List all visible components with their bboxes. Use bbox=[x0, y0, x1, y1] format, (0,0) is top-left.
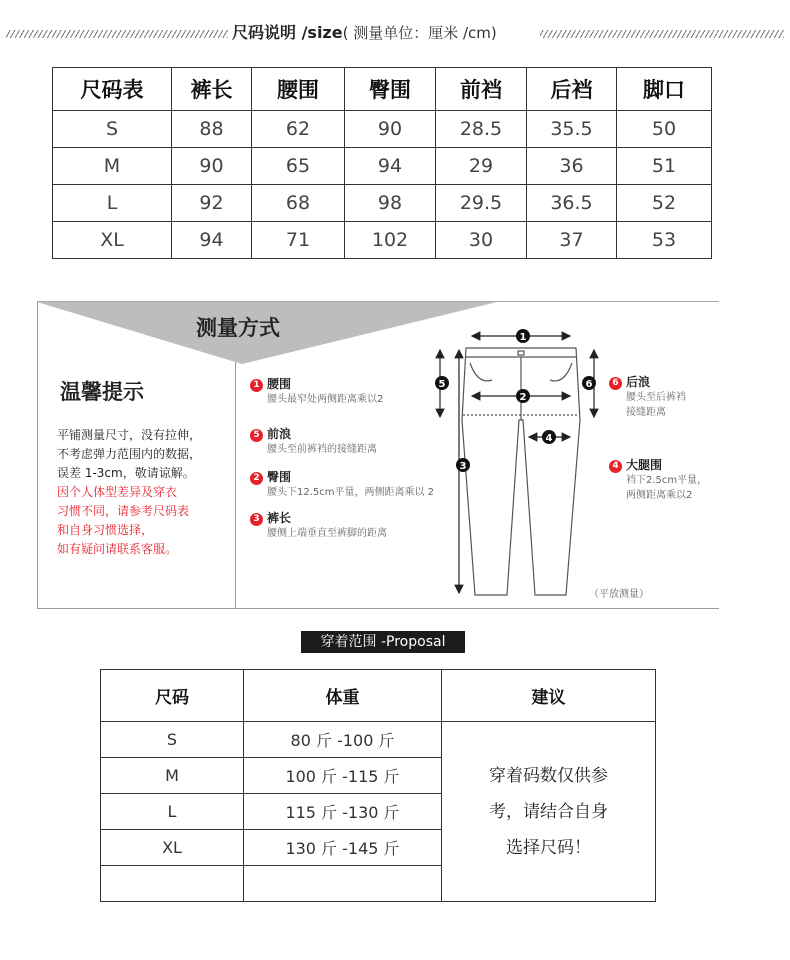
table-cell: 100 斤 -115 斤 bbox=[244, 758, 442, 794]
proposal-header bbox=[101, 670, 656, 722]
table-cell: 80 斤 -100 斤 bbox=[244, 722, 442, 758]
svg-text:2: 2 bbox=[519, 392, 527, 403]
table-cell: 50 bbox=[617, 111, 712, 148]
measure-title-banner bbox=[37, 302, 719, 372]
measure-item-front-rise bbox=[250, 427, 377, 457]
tip-line: 误差 1-3cm，敬请谅解。 bbox=[57, 466, 195, 480]
table-cell: 52 bbox=[617, 185, 712, 222]
header-cell: 尺码表 bbox=[53, 68, 172, 111]
table-row bbox=[53, 111, 712, 148]
advice-cell bbox=[442, 722, 656, 902]
table-cell: 102 bbox=[345, 222, 436, 259]
table-cell: S bbox=[53, 111, 172, 148]
svg-text:6: 6 bbox=[585, 379, 593, 390]
table-cell: 94 bbox=[345, 148, 436, 185]
badge-icon: 2 bbox=[250, 472, 263, 485]
table-cell: 30 bbox=[436, 222, 527, 259]
svg-text:5: 5 bbox=[438, 379, 446, 390]
size-table-header bbox=[53, 68, 712, 111]
flat-note: （平放测量） bbox=[589, 589, 649, 600]
advice-line: 穿着码数仅供参 bbox=[489, 765, 608, 786]
tip-line-red: 和自身习惯选择， bbox=[57, 523, 154, 537]
header-cell: 前裆 bbox=[436, 68, 527, 111]
header-cell: 裤长 bbox=[172, 68, 252, 111]
item-name: 裤长 bbox=[267, 511, 292, 525]
table-cell: 94 bbox=[172, 222, 252, 259]
header-cell: 体重 bbox=[244, 670, 442, 722]
svg-text:1: 1 bbox=[519, 332, 527, 343]
table-cell: 35.5 bbox=[527, 111, 617, 148]
table-cell: 88 bbox=[172, 111, 252, 148]
table-cell: 130 斤 -145 斤 bbox=[244, 830, 442, 866]
header-cell: 建议 bbox=[442, 670, 656, 722]
item-desc: 腰头下12.5cm平量，两侧距离乘以 2 bbox=[267, 487, 435, 498]
item-desc: 腰头至前裤裆的接缝距离 bbox=[267, 444, 377, 455]
item-name: 后浪 bbox=[626, 375, 651, 389]
table-cell: M bbox=[101, 758, 244, 794]
advice-line: 考，请结合自身 bbox=[489, 801, 608, 822]
measure-item-back-rise bbox=[609, 375, 686, 420]
table-cell bbox=[244, 866, 442, 902]
table-cell: 36.5 bbox=[527, 185, 617, 222]
table-row bbox=[101, 722, 656, 758]
badge-icon: 3 bbox=[250, 513, 263, 526]
tip-line: 不考虑弹力范围内的数据， bbox=[57, 447, 202, 461]
table-cell: 65 bbox=[252, 148, 345, 185]
item-desc: 腰头至后裤裆 bbox=[626, 392, 686, 403]
table-row bbox=[53, 185, 712, 222]
item-desc: 腰头最窄处两侧距离乘以2 bbox=[267, 394, 384, 405]
table-cell: XL bbox=[53, 222, 172, 259]
proposal-table bbox=[100, 669, 656, 902]
table-cell: 53 bbox=[617, 222, 712, 259]
badge-icon: 6 bbox=[609, 377, 622, 390]
item-desc: 裆下2.5cm平量， bbox=[626, 475, 708, 486]
table-cell: 36 bbox=[527, 148, 617, 185]
header-cell: 尺码 bbox=[101, 670, 244, 722]
table-cell: 71 bbox=[252, 222, 345, 259]
pants-diagram bbox=[430, 325, 610, 600]
header-cell: 后裆 bbox=[527, 68, 617, 111]
item-name: 大腿围 bbox=[626, 458, 663, 472]
measure-item-waist bbox=[250, 377, 383, 407]
table-cell: 29 bbox=[436, 148, 527, 185]
header-hatch-right bbox=[540, 30, 784, 38]
table-cell bbox=[101, 866, 244, 902]
proposal-title: 穿着范围 -Proposal bbox=[301, 631, 465, 653]
table-cell: 115 斤 -130 斤 bbox=[244, 794, 442, 830]
table-cell: 28.5 bbox=[436, 111, 527, 148]
item-desc: 两侧距离乘以2 bbox=[626, 490, 693, 501]
measure-title: 测量方式 bbox=[196, 316, 280, 340]
table-cell: 62 bbox=[252, 111, 345, 148]
measure-item-hip bbox=[250, 470, 434, 500]
table-cell: 98 bbox=[345, 185, 436, 222]
badge-icon: 1 bbox=[250, 379, 263, 392]
size-title-unit: ( 测量单位：厘米 /cm) bbox=[342, 24, 497, 42]
table-row bbox=[53, 222, 712, 259]
tip-line: 平铺测量尺寸，没有拉伸， bbox=[57, 428, 202, 442]
table-cell: S bbox=[101, 722, 244, 758]
item-name: 腰围 bbox=[267, 377, 292, 391]
badge-icon: 4 bbox=[609, 460, 622, 473]
table-cell: 90 bbox=[172, 148, 252, 185]
item-desc: 接缝距离 bbox=[626, 407, 666, 418]
tips-text bbox=[57, 426, 237, 559]
size-table bbox=[52, 67, 712, 259]
table-cell: 90 bbox=[345, 111, 436, 148]
tips-title: 温馨提示 bbox=[60, 380, 144, 404]
table-cell: 92 bbox=[172, 185, 252, 222]
table-cell: 51 bbox=[617, 148, 712, 185]
header-hatch-left bbox=[6, 30, 228, 38]
table-row bbox=[53, 148, 712, 185]
table-cell: XL bbox=[101, 830, 244, 866]
table-cell: 37 bbox=[527, 222, 617, 259]
header-cell: 脚口 bbox=[617, 68, 712, 111]
panel-bottom-border bbox=[37, 608, 719, 609]
table-cell: M bbox=[53, 148, 172, 185]
item-desc: 腰侧上端垂直至裤脚的距离 bbox=[267, 528, 387, 539]
item-name: 臀围 bbox=[267, 470, 292, 484]
header-cell: 臀围 bbox=[345, 68, 436, 111]
measure-item-length bbox=[250, 511, 387, 541]
badge-icon: 5 bbox=[250, 429, 263, 442]
table-cell: 29.5 bbox=[436, 185, 527, 222]
measure-item-thigh bbox=[609, 458, 707, 503]
size-title bbox=[232, 20, 532, 43]
advice-line: 选择尺码！ bbox=[506, 837, 591, 858]
svg-text:3: 3 bbox=[459, 461, 467, 472]
table-cell: 68 bbox=[252, 185, 345, 222]
tip-line-red: 习惯不同，请参考尺码表 bbox=[57, 504, 190, 518]
table-cell: L bbox=[101, 794, 244, 830]
size-title-text: 尺码说明 /size bbox=[232, 23, 343, 42]
table-cell: L bbox=[53, 185, 172, 222]
svg-text:4: 4 bbox=[545, 433, 553, 444]
header-cell: 腰围 bbox=[252, 68, 345, 111]
tip-line-red: 如有疑问请联系客服。 bbox=[57, 542, 178, 556]
item-name: 前浪 bbox=[267, 427, 292, 441]
tip-line-red: 因个人体型差异及穿衣 bbox=[57, 485, 178, 499]
